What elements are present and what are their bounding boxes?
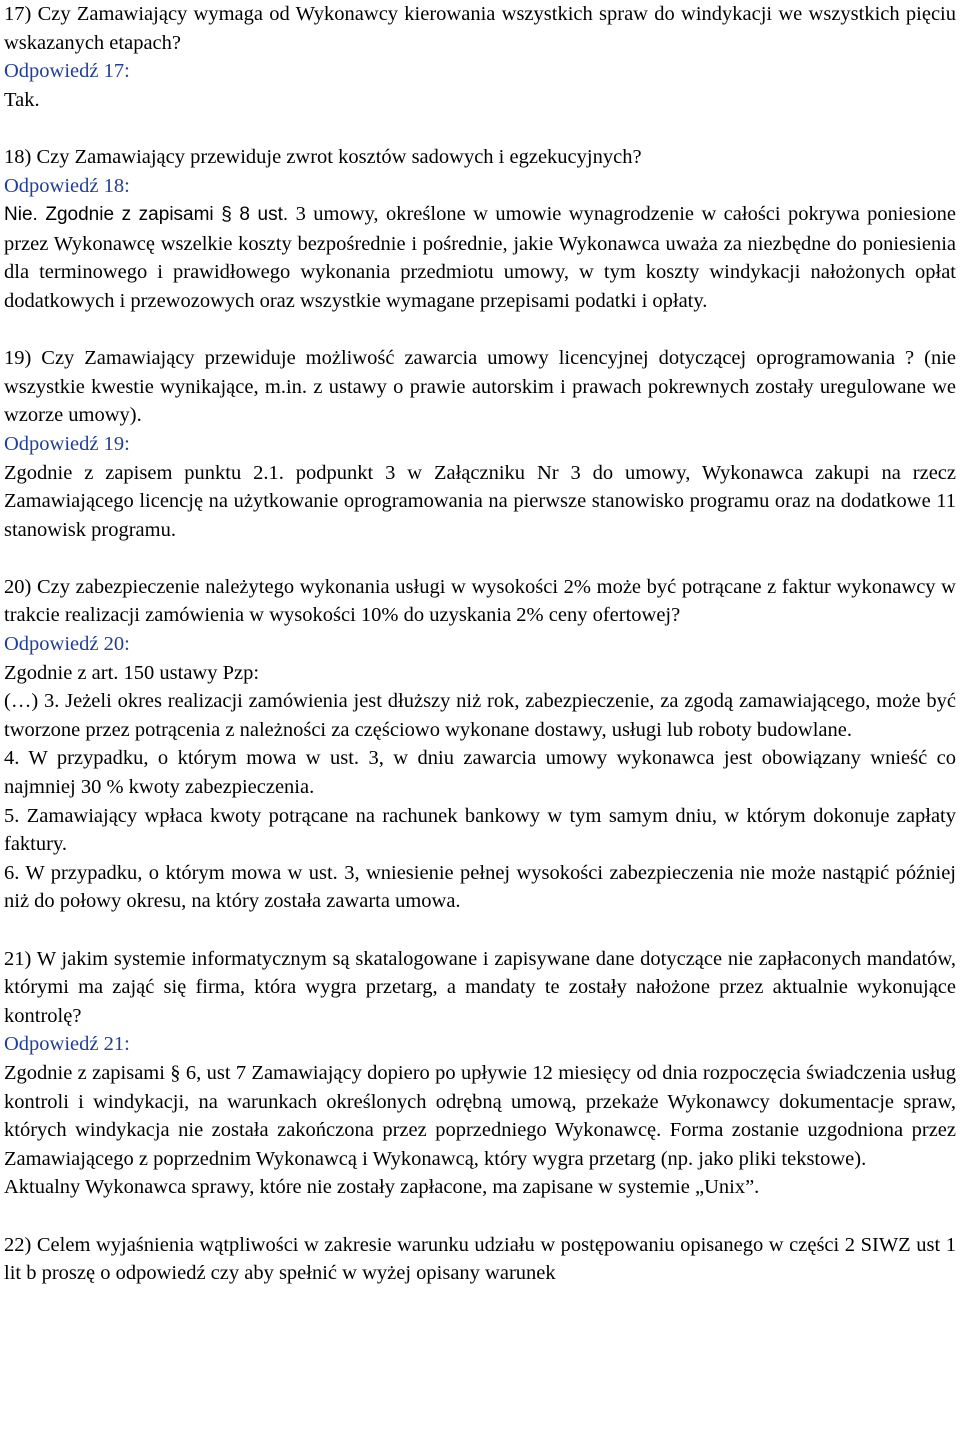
answer-18-rest: 3 umowy, określone w umowie wynagrodzenie w całości pokrywa poniesione przez Wykonawcę wszelkie koszty bezpośrednie i pośrednie, jakie Wykonawca uważa za niezbędne do poniesienia dla terminowego i prawidłowego wykonania przedmiotu umowy, w tym koszty windykacji nałożonych opłat dodatkowych i przewozowych oraz wszystkie wymagane przepisami podatki i opłaty. [4,203,956,312]
question-18-text: 18) Czy Zamawiający przewiduje zwrot kosztów sadowych i egzekucyjnych? [4,145,642,168]
answer-19-heading: Odpowiedź 19: [4,432,130,455]
document-page [4,0,956,1288]
question-20-text: 20) Czy zabezpieczenie należytego wykonania usługi w wysokości 2% może być potrącane z faktur wykonawcy w trakcie realizacji zamówienia w wysokości 10% do uzyskania 2% ceny ofertowej? [4,575,956,627]
answer-18-prefix: Nie. Zgodnie z zapisami § 8 ust. [4,204,289,226]
spacer [4,544,956,573]
question-21-text: 21) W jakim systemie informatycznym są skatalogowane i zapisywane dane dotyczące nie zapłaconych mandatów, którymi ma zająć się firma, która wygra przetarg, a mandaty te zostały nałożone przez aktualnie wykonujące kontrolę? [4,947,956,1027]
question-21-block [4,945,956,1202]
answer-18-heading: Odpowiedź 18: [4,174,130,197]
answer-17-text: Tak. [4,88,40,111]
spacer [4,916,956,945]
spacer [4,1202,956,1231]
answer-20-intro: Zgodnie z art. 150 ustawy Pzp: [4,661,260,684]
answer-20-point: (…) 3. Jeżeli okres realizacji zamówienia jest dłuższy niż rok, zabezpieczenie, za zgodą zamawiającego, może być tworzone przez potrącenia z należności za częściowo wykonane dostawy, usługi lub roboty budowlane. [4,690,956,741]
question-17-text: 17) Czy Zamawiający wymaga od Wykonawcy kierowania wszystkich spraw do windykacji we wszystkich pięciu wskazanych etapach? [4,3,956,54]
spacer [4,114,956,143]
answer-20-point: 4. W przypadku, o którym mowa w ust. 3, w dniu zawarcia umowy wykonawca jest obowiązany wnieść co najmniej 30 % kwoty zabezpieczenia. [4,747,956,799]
answer-20-point: 6. W przypadku, o którym mowa w ust. 3, wniesienie pełnej wysokości zabezpieczenia nie może nastąpić później niż do połowy okresu, na który została zawarta umowa. [4,861,956,913]
answer-17-heading: Odpowiedź 17: [4,60,130,83]
question-17-block [4,0,956,114]
question-20-block [4,573,956,916]
answer-18-text [4,200,956,315]
question-18-block [4,143,956,316]
spacer [4,316,956,345]
answer-21-extra: Aktualny Wykonawca sprawy, które nie zostały zapłacone, ma zapisane w systemie „Unix”. [4,1176,760,1199]
question-22-text: 22) Celem wyjaśnienia wątpliwości w zakresie warunku udziału w postępowaniu opisanego w części 2 SIWZ ust 1 lit b proszę o odpowiedź czy aby spełnić w wyżej opisany warunek [4,1233,956,1285]
answer-19-text: Zgodnie z zapisem punktu 2.1. podpunkt 3 w Załączniku Nr 3 do umowy, Wykonawca zakupi na rzecz Zamawiającego licencję na użytkowanie oprogramowania na pierwsze stanowisko programu oraz na dodatkowe 11 stanowisk programu. [4,461,956,541]
question-19-text: 19) Czy Zamawiający przewiduje możliwość zawarcia umowy licencyjnej dotyczącej oprogramowania ? (nie wszystkie kwestie wynikające, m.in. z ustawy o prawie autorskim i prawach pokrewnych zostały uregulowane we wzorze umowy). [4,347,956,427]
answer-21-heading: Odpowiedź 21: [4,1033,130,1056]
answer-20-point: 5. Zamawiający wpłaca kwoty potrącane na rachunek bankowy w tym samym dniu, w którym dokonuje zapłaty faktury. [4,804,956,856]
answer-21-text: Zgodnie z zapisami § 6, ust 7 Zamawiający dopiero po upływie 12 miesięcy od dnia rozpoczęcia świadczenia usług kontroli i windykacji, na warunkach określonych odrębną umową, przekaże Wykonawcy dokumentacje spraw, których windykacja nie została zakończona przez poprzedniego Wykonawcę. Forma zostanie uzgodniona przez Zamawiającego z poprzednim Wykonawcą i Wykonawcą, który wygra przetarg (np. jako pliki tekstowe). [4,1061,956,1170]
question-22-block [4,1231,956,1288]
question-19-block [4,344,956,544]
answer-20-heading: Odpowiedź 20: [4,633,130,656]
